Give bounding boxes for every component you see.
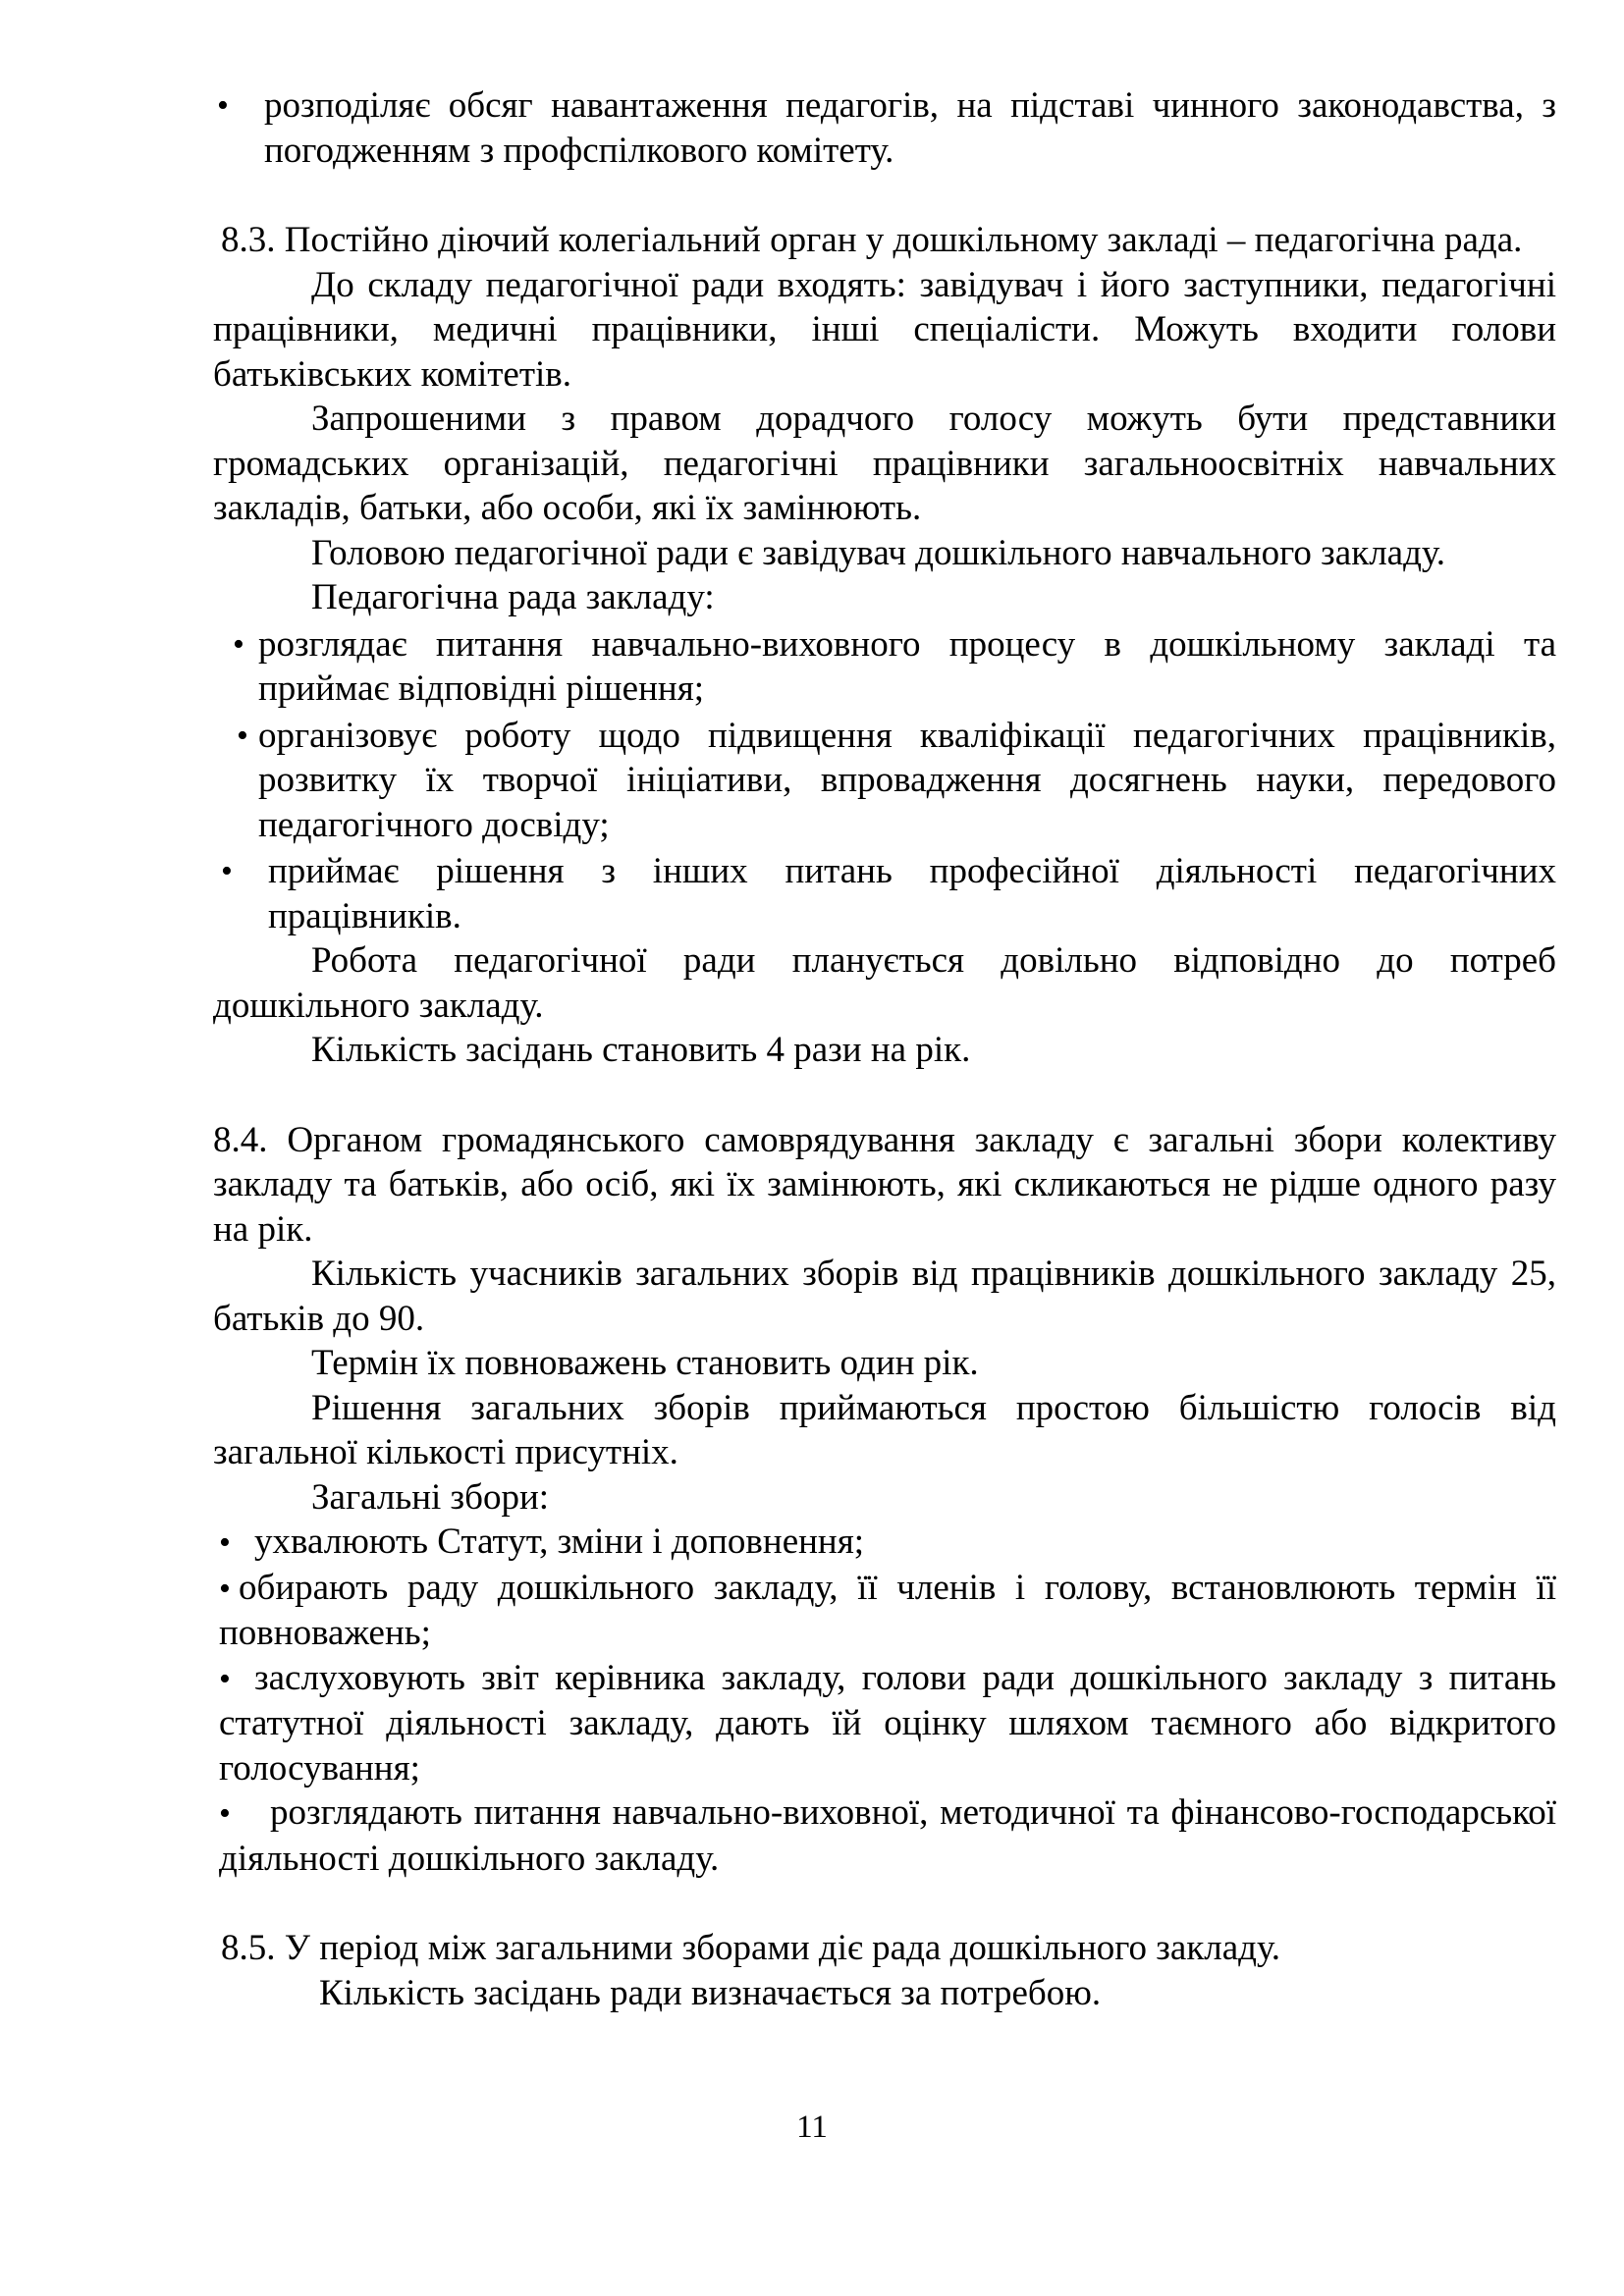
paragraph: До складу педагогічної ради входять: завідувач і його заступники, педагогічні працівники, медичні працівники, інші спеціалісти. Можуть входити голови батьківських комітетів. [213, 264, 1556, 395]
section-heading-8-3: 8.3. Постійно діючий колегіальний орган у дошкільному закладі – педагогічна рада. [221, 220, 1523, 260]
paragraph: Термін їх повноважень становить один рік. [311, 1343, 979, 1383]
bullet-item [237, 714, 1556, 848]
bullet-icon: • [219, 1524, 231, 1561]
bullet-icon: • [219, 1660, 231, 1697]
bullet-icon: • [237, 717, 248, 754]
paragraph: Кількість засідань ради визначається за потребою. [319, 1972, 1102, 2013]
paragraph: Кількість учасників загальних зборів від працівників дошкільного закладу 25, батьків до 90. [213, 1254, 1556, 1339]
section-heading-8-5: 8.5. У період між загальними зборами діє рада дошкільного закладу. [221, 1928, 1281, 1968]
bullet-icon: • [219, 1570, 231, 1607]
bullet-icon: • [219, 1795, 231, 1832]
bullet-item [213, 83, 1556, 173]
paragraph: Рішення загальних зборів приймаються простою більшістю голосів від загальної кількості присутніх. [213, 1387, 1556, 1472]
page-content [213, 83, 1556, 2015]
bullet-item [219, 1520, 1556, 1566]
bullet-text: обирають раду дошкільного закладу, її членів і голову, встановлюють термін її повноважень; [219, 1567, 1556, 1653]
bullet-item [213, 849, 1556, 938]
bullet-text: організовує роботу щодо підвищення кваліфікації педагогічних працівників, розвитку їх творчої ініціативи, впровадження досягнень науки, передового педагогічного досвіду; [258, 715, 1556, 845]
paragraph: Загальні збори: [311, 1476, 550, 1518]
paragraph: Запрошеними з правом дорадчого голосу можуть бути представники громадських організацій, педагогічні працівники загальноосвітніх навчальних закладів, батьки, або особи, які їх замінюють. [213, 399, 1556, 528]
paragraph: Головою педагогічної ради є завідувач дошкільного навчального закладу. [311, 532, 1445, 573]
bullet-item [219, 1790, 1556, 1881]
bullet-item [219, 1566, 1556, 1656]
bullet-text: розглядають питання навчально-виховної, методичної та фінансово-господарської діяльності дошкільного закладу. [219, 1792, 1556, 1879]
bullet-item [233, 622, 1556, 712]
bullet-text: приймає рішення з інших питань професійної діяльності педагогічних працівників. [268, 851, 1556, 936]
paragraph: Робота педагогічної ради планується довільно відповідно до потреб дошкільного закладу. [213, 940, 1556, 1026]
bullet-icon: • [217, 87, 229, 124]
bullet-text: розглядає питання навчально-виховного процесу в дошкільному закладі та приймає відповідні рішення; [258, 623, 1556, 709]
section-heading-8-4: 8.4. Органом громадянського самоврядування закладу є загальні збори колективу закладу та батьків, або осіб, які їх замінюють, які скликаються не рідше одного разу на рік. [213, 1119, 1556, 1250]
paragraph: Кількість засідань становить 4 рази на рік. [311, 1030, 971, 1070]
bullet-text: розподіляє обсяг навантаження педагогів, на підставі чинного законодавства, з погодженням з профспілкового комітету. [264, 85, 1556, 171]
bullet-text: ухвалюють Статут, зміни і доповнення; [254, 1522, 865, 1562]
bullet-icon: • [221, 853, 233, 889]
bullet-item [219, 1656, 1556, 1791]
bullet-icon: • [233, 625, 244, 663]
page-number: 11 [796, 2109, 828, 2145]
bullet-text: заслуховують звіт керівника закладу, голови ради дошкільного закладу з питань статутної діяльності закладу, дають їй оцінку шляхом таємного або відкритого голосування; [219, 1657, 1556, 1789]
paragraph: Педагогічна рада закладу: [311, 577, 715, 617]
